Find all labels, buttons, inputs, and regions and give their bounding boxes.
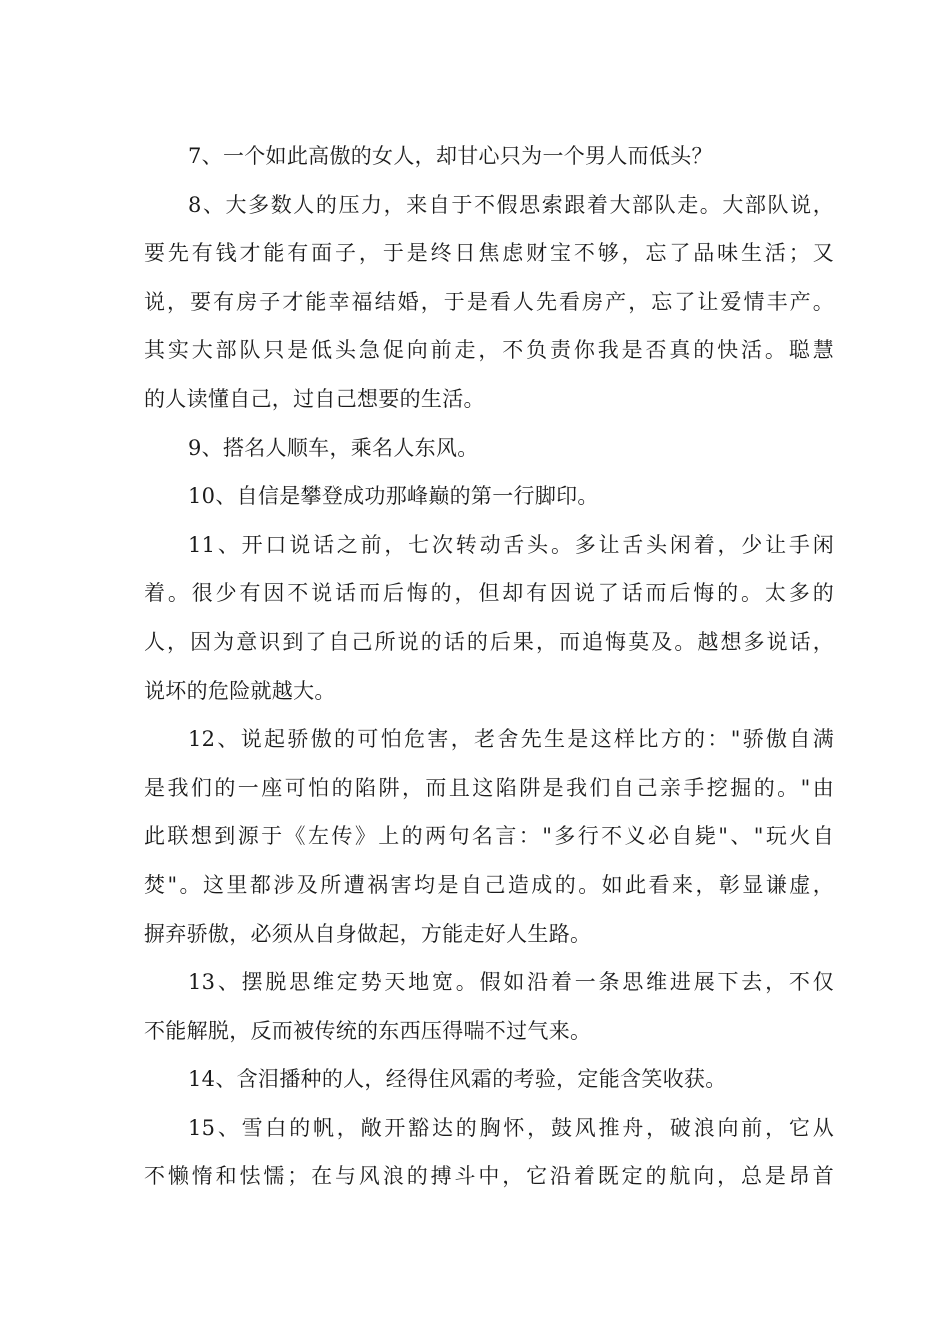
paragraph-line: 12、说起骄傲的可怕危害，老舍先生是这样比方的："骄傲自满 <box>188 727 834 752</box>
paragraph-line: 7、一个如此高傲的女人，却甘心只为一个男人而低头？ <box>188 144 713 168</box>
paragraph-item-10 <box>144 472 834 521</box>
paragraph-item-15 <box>144 1104 834 1201</box>
paragraph-line: 此联想到源于《左传》上的两句名言："多行不义必自毙"、"玩火自 <box>144 824 834 849</box>
paragraph-line: 说坏的危险就越大。 <box>144 678 336 703</box>
paragraph-line: 其实大部队只是低头急促向前走，不负责你我是否真的快活。聪慧 <box>144 338 834 363</box>
paragraph-line: 摒弃骄傲，必须从自身做起，方能走好人生路。 <box>144 921 592 946</box>
paragraph-line: 10、自信是攀登成功那峰巅的第一行脚印。 <box>188 484 599 509</box>
paragraph-line: 是我们的一座可怕的陷阱，而且这陷阱是我们自己亲手挖掘的。"由 <box>144 775 834 800</box>
paragraph-line: 11、开口说话之前，七次转动舌头。多让舌头闲着，少让手闲 <box>188 532 834 557</box>
paragraph-line: 焚"。这里都涉及所遭祸害均是自己造成的。如此看来，彰显谦虚， <box>144 872 834 897</box>
paragraph-item-7 <box>144 132 834 181</box>
paragraph-line: 9、搭名人顺车，乘名人东风。 <box>188 435 479 460</box>
paragraph-item-9 <box>144 424 834 473</box>
paragraph-line: 不懒惰和怯懦；在与风浪的搏斗中，它沿着既定的航向，总是昂首 <box>144 1164 834 1189</box>
paragraph-item-8 <box>144 181 834 424</box>
paragraph-line: 不能解脱，反而被传统的东西压得喘不过气来。 <box>144 1018 592 1043</box>
paragraph-item-12 <box>144 715 834 958</box>
paragraph-line: 人，因为意识到了自己所说的话的后果，而追悔莫及。越想多说话， <box>144 629 834 654</box>
paragraph-item-13 <box>144 958 834 1055</box>
paragraph-line: 15、雪白的帆，敞开豁达的胸怀，鼓风推舟，破浪向前，它从 <box>188 1115 834 1140</box>
paragraph-line: 14、含泪播种的人，经得住风霜的考验，定能含笑收获。 <box>188 1067 727 1092</box>
paragraph-line: 着。很少有因不说话而后悔的，但却有因说了话而后悔的。太多的 <box>144 581 834 606</box>
document-body <box>144 132 834 1201</box>
paragraph-item-11 <box>144 521 834 715</box>
paragraph-line: 要先有钱才能有面子，于是终日焦虑财宝不够，忘了品味生活；又 <box>144 241 834 266</box>
paragraph-line: 8、大多数人的压力，来自于不假思索跟着大部队走。大部队说， <box>188 192 834 217</box>
paragraph-item-14 <box>144 1055 834 1104</box>
paragraph-line: 的人读懂自己，过自己想要的生活。 <box>144 386 485 411</box>
paragraph-line: 13、摆脱思维定势天地宽。假如沿着一条思维进展下去，不仅 <box>188 970 834 995</box>
paragraph-line: 说，要有房子才能幸福结婚，于是看人先看房产，忘了让爱情丰产。 <box>144 289 834 314</box>
